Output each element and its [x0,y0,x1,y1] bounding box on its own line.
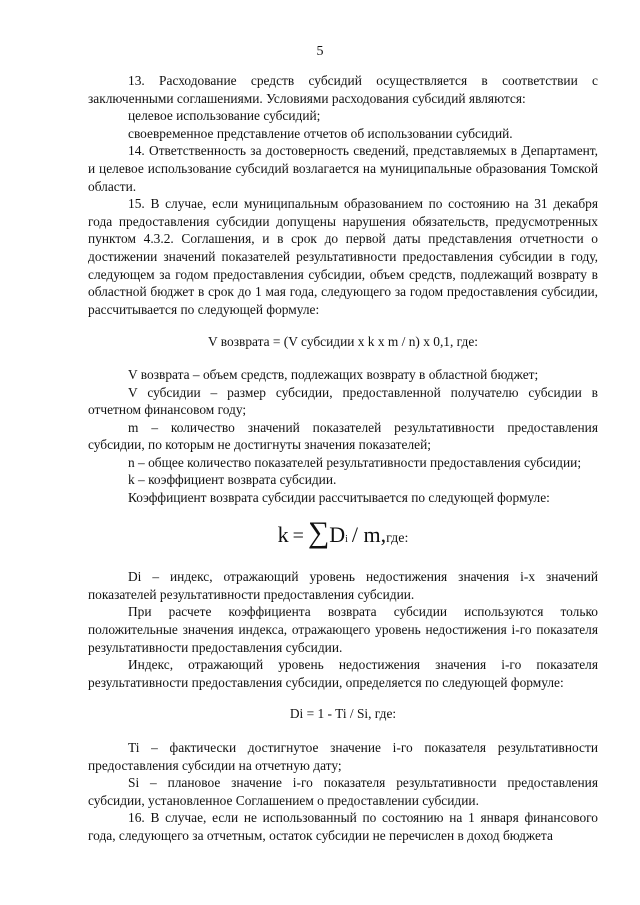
sum-icon: ∑ [307,515,330,549]
index-intro: Индекс, отражающий уровень недостижения значения i-го показателя результативности предоставления субсидии, определяется по следующей формуле: [88,657,598,690]
definition-di: Di – индекс, отражающий уровень недостижения значения i-х значений показателей результативности предоставления субсидии. [88,569,598,602]
formula-subscript-i: i [345,533,348,545]
formula-coefficient [88,515,598,549]
formula-index: Di = 1 - Ti / Si, где: [289,706,397,722]
paragraph-16: 16. В случае, если не использованный по состоянию на 1 января финансового года, следующего за отчетным, остаток субсидии не перечислен в доход бюджета [88,810,598,843]
page-number: 5 [316,44,324,59]
definition-n: n – общее количество показателей результативности предоставления субсидии; [128,454,582,470]
definition-v-subsidy: V субсидии – размер субсидии, предоставленной получателю субсидии в отчетном финансовом году; [88,384,598,418]
formula-return-volume: V возврата = (V субсидии x k x m / n) x 0,1, где: [208,334,478,350]
paragraph-13: 13. Расходование средств субсидий осуществляется в соответствии с заключенными соглашениями. Условиями расходования субсидий являются: [88,73,598,106]
positive-values-note: При расчете коэффициента возврата субсидии используются только положительные значения индекса, отражающего уровень недостижения i-го показателя результативности предоставления субсидии. [88,604,598,655]
condition-2: своевременное представление отчетов об использовании субсидий. [128,125,513,141]
formula-d: D [329,521,346,547]
formula-k: k [277,521,289,547]
definition-si: Si – плановое значение i-го показателя результативности предоставления субсидии, установленное Соглашением о предоставлении субсидии. [88,775,598,808]
definition-k: k – коэффициент возврата субсидии. [128,472,337,488]
paragraph-15: 15. В случае, если муниципальным образованием по состоянию на 31 декабря года предоставления субсидии допущены нарушения обязательств, предусмотренных пунктом 4.3.2. Соглашения, и в срок до первой даты представления отчетности о достижении значений показателей результативности предоставления субсидии в году, следующем за годом предоставления субсидии, объем средств, подлежащий возврату в областной бюджет в срок до 1 мая года, следующего за годом предоставления субсидии, рассчитывается по следующей формуле: [88,196,598,317]
definition-m: m – количество значений показателей результативности предоставления субсидии, по которым не достигнуты значения показателей; [88,419,598,453]
formula-divide-m: / m, [351,521,387,547]
condition-1: целевое использование субсидий; [128,108,321,124]
document-body [88,72,598,845]
formula-where: где: [386,530,409,546]
formula-equals: = [292,524,304,547]
paragraph-14: 14. Ответственность за достоверность сведений, представляемых в Департамент, и целевое использование субсидий возлагается на муниципальные образования Томской области. [88,143,598,194]
definition-ti: Ti – фактически достигнутое значение i-го показателя результативности предоставления субсидии на отчетную дату; [88,740,598,773]
coefficient-intro: Коэффициент возврата субсидии рассчитывается по следующей формуле: [128,490,550,506]
definition-v-return: V возврата – объем средств, подлежащих возврату в областной бюджет; [128,366,539,382]
